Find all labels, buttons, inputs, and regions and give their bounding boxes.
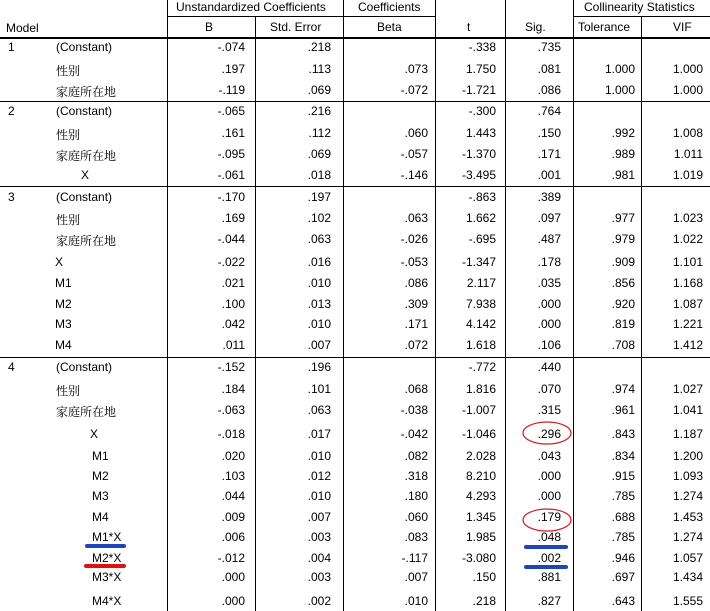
cell-beta: -.072 bbox=[400, 83, 428, 97]
cell-vif: 1.168 bbox=[672, 276, 703, 290]
cell-vif: 1.434 bbox=[672, 570, 703, 584]
cell-b: -.074 bbox=[217, 40, 245, 54]
cell-se: .010 bbox=[307, 449, 331, 463]
variable-name: X bbox=[81, 168, 90, 182]
cell-tol: .992 bbox=[611, 126, 635, 140]
cell-b: -.061 bbox=[217, 168, 245, 182]
cell-t: 7.938 bbox=[465, 297, 496, 311]
cell-vif: 1.008 bbox=[672, 126, 703, 140]
header-sig: Sig. bbox=[525, 20, 546, 34]
cell-beta: -.042 bbox=[400, 427, 428, 441]
header-b: B bbox=[205, 20, 214, 34]
cell-beta: .007 bbox=[404, 570, 428, 584]
cell-sig: .048 bbox=[537, 530, 561, 544]
variable-name: M4 bbox=[92, 510, 109, 524]
cell-se: .216 bbox=[307, 104, 331, 118]
cell-beta: .082 bbox=[404, 449, 428, 463]
cell-beta: -.026 bbox=[400, 232, 428, 246]
header-t: t bbox=[467, 20, 471, 34]
cell-vif: 1.555 bbox=[672, 594, 703, 608]
cell-t: .218 bbox=[472, 594, 496, 608]
cell-b: .021 bbox=[221, 276, 245, 290]
cell-tol: .688 bbox=[611, 510, 635, 524]
cell-t: 2.117 bbox=[466, 276, 496, 290]
cell-sig: .000 bbox=[537, 489, 561, 503]
col-divider bbox=[573, 0, 574, 611]
cell-b: -.022 bbox=[217, 255, 245, 269]
cell-sig: .179 bbox=[537, 510, 561, 524]
cell-b: .044 bbox=[221, 489, 245, 503]
cell-vif: 1.027 bbox=[672, 382, 703, 396]
cell-beta: .318 bbox=[404, 469, 428, 483]
cell-vif: 1.274 bbox=[672, 489, 703, 503]
cell-tol: 1.000 bbox=[604, 62, 635, 76]
cell-tol: .708 bbox=[611, 338, 635, 352]
col-divider bbox=[641, 16, 642, 611]
header-beta: Beta bbox=[377, 20, 402, 34]
header-unstandardized: Unstandardized Coefficients bbox=[176, 0, 326, 14]
cell-t: 1.750 bbox=[465, 62, 496, 76]
cell-beta: .063 bbox=[404, 211, 428, 225]
cell-se: .218 bbox=[307, 40, 331, 54]
cell-sig: .296 bbox=[537, 427, 561, 441]
col-divider bbox=[435, 0, 436, 611]
variable-name: M1*X bbox=[92, 530, 122, 544]
variable-name: (Constant) bbox=[56, 104, 113, 118]
cell-b: -.152 bbox=[217, 360, 245, 374]
cell-t: -3.080 bbox=[461, 551, 496, 565]
cell-beta: .010 bbox=[404, 594, 428, 608]
cell-t: 1.662 bbox=[465, 211, 496, 225]
cell-b: .020 bbox=[221, 449, 245, 463]
cell-b: -.018 bbox=[217, 427, 245, 441]
cell-b: -.065 bbox=[217, 104, 245, 118]
cell-b: -.063 bbox=[217, 403, 245, 417]
header-bottom-line bbox=[0, 37, 710, 39]
cell-sig: .086 bbox=[537, 83, 561, 97]
cell-se: .003 bbox=[307, 570, 331, 584]
variable-name: 家庭所在地 bbox=[56, 234, 117, 248]
cell-b: -.012 bbox=[217, 551, 245, 565]
cell-b: .011 bbox=[222, 338, 245, 352]
variable-name: 性别 bbox=[56, 384, 81, 398]
cell-se: .003 bbox=[307, 530, 331, 544]
model-divider bbox=[0, 357, 710, 358]
cell-tol: .697 bbox=[611, 570, 635, 584]
cell-tol: .856 bbox=[611, 276, 635, 290]
cell-b: .161 bbox=[221, 126, 245, 140]
cell-vif: 1.101 bbox=[672, 255, 703, 269]
cell-vif: 1.057 bbox=[672, 551, 703, 565]
cell-vif: 1.041 bbox=[672, 403, 703, 417]
model-divider bbox=[0, 186, 710, 187]
cell-sig: .440 bbox=[537, 360, 561, 374]
cell-se: .010 bbox=[307, 276, 331, 290]
cell-t: -1.007 bbox=[461, 403, 496, 417]
cell-vif: 1.087 bbox=[672, 297, 703, 311]
variable-name: X bbox=[55, 255, 64, 269]
cell-tol: .961 bbox=[611, 403, 635, 417]
cell-tol: .989 bbox=[611, 147, 635, 161]
cell-tol: .785 bbox=[611, 530, 635, 544]
cell-vif: 1.221 bbox=[672, 317, 703, 331]
cell-t: 1.985 bbox=[465, 530, 496, 544]
cell-beta: -.146 bbox=[400, 168, 428, 182]
variable-name: M4 bbox=[55, 338, 72, 352]
variable-name: 性别 bbox=[56, 64, 81, 78]
cell-vif: 1.274 bbox=[672, 530, 703, 544]
cell-b: .100 bbox=[221, 297, 245, 311]
cell-b: .042 bbox=[221, 317, 245, 331]
model-number: 1 bbox=[8, 40, 15, 54]
cell-beta: .180 bbox=[404, 489, 428, 503]
cell-t: 2.028 bbox=[465, 449, 496, 463]
cell-beta: .171 bbox=[404, 317, 428, 331]
cell-b: .184 bbox=[221, 382, 245, 396]
cell-tol: .974 bbox=[611, 382, 635, 396]
variable-name: M3*X bbox=[92, 570, 122, 584]
cell-sig: .000 bbox=[537, 469, 561, 483]
cell-tol: .946 bbox=[611, 551, 635, 565]
header-collinearity: Collinearity Statistics bbox=[584, 0, 695, 14]
cell-tol: .981 bbox=[611, 168, 635, 182]
cell-se: .112 bbox=[308, 126, 331, 140]
cell-se: .007 bbox=[307, 338, 331, 352]
cell-vif: 1.453 bbox=[672, 510, 703, 524]
col-divider bbox=[343, 0, 344, 611]
cell-b: -.044 bbox=[217, 232, 245, 246]
cell-se: .018 bbox=[307, 168, 331, 182]
cell-se: .196 bbox=[307, 360, 331, 374]
variable-name: (Constant) bbox=[56, 40, 113, 54]
cell-sig: .171 bbox=[537, 147, 561, 161]
model-divider bbox=[0, 101, 710, 102]
cell-beta: -.057 bbox=[400, 147, 428, 161]
cell-t: -.772 bbox=[468, 360, 496, 374]
variable-name: X bbox=[90, 427, 99, 441]
cell-b: -.095 bbox=[217, 147, 245, 161]
col-divider bbox=[255, 16, 256, 611]
cell-tol: .843 bbox=[611, 427, 635, 441]
cell-sig: .389 bbox=[537, 190, 561, 204]
cell-sig: .881 bbox=[537, 570, 561, 584]
cell-sig: .070 bbox=[537, 382, 561, 396]
header-model: Model bbox=[6, 21, 39, 35]
cell-beta: .083 bbox=[404, 530, 428, 544]
cell-beta: -.038 bbox=[400, 403, 428, 417]
cell-t: 4.142 bbox=[465, 317, 496, 331]
cell-se: .063 bbox=[307, 232, 331, 246]
variable-name: M4*X bbox=[92, 594, 122, 608]
cell-beta: .060 bbox=[404, 510, 428, 524]
cell-b: -.170 bbox=[217, 190, 245, 204]
cell-tol: .834 bbox=[611, 449, 635, 463]
cell-beta: -.117 bbox=[401, 551, 428, 565]
cell-t: 1.618 bbox=[465, 338, 496, 352]
cell-t: 4.293 bbox=[465, 489, 496, 503]
variable-name: 家庭所在地 bbox=[56, 85, 117, 99]
cell-se: .113 bbox=[308, 62, 331, 76]
cell-beta: .309 bbox=[404, 297, 428, 311]
cell-vif: 1.200 bbox=[672, 449, 703, 463]
cell-se: .010 bbox=[307, 489, 331, 503]
variable-name: M2*X bbox=[92, 551, 122, 565]
variable-name: 家庭所在地 bbox=[56, 149, 117, 163]
cell-se: .002 bbox=[307, 594, 331, 608]
cell-sig: .106 bbox=[537, 338, 561, 352]
cell-se: .102 bbox=[307, 211, 331, 225]
cell-se: .004 bbox=[307, 551, 331, 565]
cell-t: -1.046 bbox=[461, 427, 496, 441]
cell-tol: .785 bbox=[611, 489, 635, 503]
cell-sig: .000 bbox=[537, 297, 561, 311]
cell-sig: .097 bbox=[537, 211, 561, 225]
cell-sig: .827 bbox=[537, 594, 561, 608]
cell-vif: 1.019 bbox=[672, 168, 703, 182]
cell-tol: .920 bbox=[611, 297, 635, 311]
variable-name: 家庭所在地 bbox=[56, 405, 117, 419]
cell-vif: 1.187 bbox=[672, 427, 703, 441]
variable-name: (Constant) bbox=[56, 190, 113, 204]
cell-sig: .735 bbox=[537, 40, 561, 54]
cell-se: .069 bbox=[307, 83, 331, 97]
cell-se: .007 bbox=[307, 510, 331, 524]
header-vif: VIF bbox=[673, 20, 692, 34]
cell-se: .017 bbox=[307, 427, 331, 441]
cell-b: .006 bbox=[221, 530, 245, 544]
col-divider bbox=[167, 0, 168, 611]
cell-se: .013 bbox=[307, 297, 331, 311]
cell-t: -.338 bbox=[468, 40, 496, 54]
variable-name: 性别 bbox=[56, 128, 81, 142]
model-number: 3 bbox=[8, 190, 15, 204]
cell-vif: 1.412 bbox=[672, 338, 703, 352]
cell-b: .000 bbox=[221, 570, 245, 584]
cell-vif: 1.023 bbox=[672, 211, 703, 225]
cell-sig: .178 bbox=[537, 255, 561, 269]
cell-tol: .915 bbox=[611, 469, 635, 483]
cell-se: .012 bbox=[307, 469, 331, 483]
cell-tol: .977 bbox=[611, 211, 635, 225]
cell-beta: .060 bbox=[404, 126, 428, 140]
cell-tol: 1.000 bbox=[604, 83, 635, 97]
cell-t: .150 bbox=[472, 570, 496, 584]
cell-t: -.300 bbox=[468, 104, 496, 118]
cell-b: .000 bbox=[221, 594, 245, 608]
cell-sig: .001 bbox=[537, 168, 561, 182]
header-tolerance: Tolerance bbox=[578, 20, 631, 34]
cell-t: 1.345 bbox=[465, 510, 496, 524]
cell-se: .197 bbox=[307, 190, 331, 204]
cell-vif: 1.093 bbox=[672, 469, 703, 483]
cell-sig: .000 bbox=[537, 317, 561, 331]
header-std-error: Std. Error bbox=[270, 20, 322, 34]
variable-name: (Constant) bbox=[56, 360, 113, 374]
cell-b: .197 bbox=[221, 62, 245, 76]
cell-vif: 1.000 bbox=[672, 83, 703, 97]
cell-se: .101 bbox=[307, 382, 331, 396]
cell-t: -3.495 bbox=[461, 168, 496, 182]
cell-tol: .909 bbox=[611, 255, 635, 269]
variable-name: M1 bbox=[55, 276, 72, 290]
cell-vif: 1.022 bbox=[672, 232, 703, 246]
cell-vif: 1.011 bbox=[673, 147, 703, 161]
cell-sig: .315 bbox=[537, 403, 561, 417]
variable-name: M2 bbox=[92, 469, 109, 483]
cell-t: -.695 bbox=[468, 232, 496, 246]
cell-t: -1.370 bbox=[461, 147, 496, 161]
cell-beta: .086 bbox=[404, 276, 428, 290]
cell-tol: .979 bbox=[611, 232, 635, 246]
model-number: 2 bbox=[8, 104, 15, 118]
cell-sig: .002 bbox=[537, 551, 561, 565]
cell-t: -.863 bbox=[468, 190, 496, 204]
variable-name: M3 bbox=[92, 489, 109, 503]
cell-tol: .819 bbox=[611, 317, 635, 331]
cell-se: .016 bbox=[307, 255, 331, 269]
cell-t: 8.210 bbox=[465, 469, 496, 483]
cell-se: .063 bbox=[307, 403, 331, 417]
cell-beta: .073 bbox=[404, 62, 428, 76]
cell-sig: .035 bbox=[537, 276, 561, 290]
cell-sig: .150 bbox=[537, 126, 561, 140]
cell-t: -1.721 bbox=[461, 83, 496, 97]
variable-name: 性别 bbox=[56, 213, 81, 227]
cell-t: 1.816 bbox=[465, 382, 496, 396]
cell-t: -1.347 bbox=[461, 255, 496, 269]
variable-name: M3 bbox=[55, 317, 72, 331]
cell-beta: .068 bbox=[404, 382, 428, 396]
cell-t: 1.443 bbox=[465, 126, 496, 140]
cell-beta: -.053 bbox=[400, 255, 428, 269]
variable-name: M1 bbox=[92, 449, 109, 463]
cell-se: .069 bbox=[307, 147, 331, 161]
cell-se: .010 bbox=[307, 317, 331, 331]
header-coefficients: Coefficients bbox=[358, 0, 421, 14]
cell-tol: .643 bbox=[611, 594, 635, 608]
cell-beta: .072 bbox=[404, 338, 428, 352]
cell-b: -.119 bbox=[218, 83, 245, 97]
col-divider bbox=[505, 0, 506, 611]
cell-sig: .081 bbox=[537, 62, 561, 76]
cell-sig: .043 bbox=[537, 449, 561, 463]
cell-b: .103 bbox=[221, 469, 245, 483]
variable-name: M2 bbox=[55, 297, 72, 311]
cell-sig: .764 bbox=[537, 104, 561, 118]
header-subdivider bbox=[343, 16, 435, 17]
cell-sig: .487 bbox=[537, 232, 561, 246]
model-number: 4 bbox=[8, 360, 15, 374]
cell-b: .009 bbox=[221, 510, 245, 524]
cell-b: .169 bbox=[221, 211, 245, 225]
cell-vif: 1.000 bbox=[672, 62, 703, 76]
